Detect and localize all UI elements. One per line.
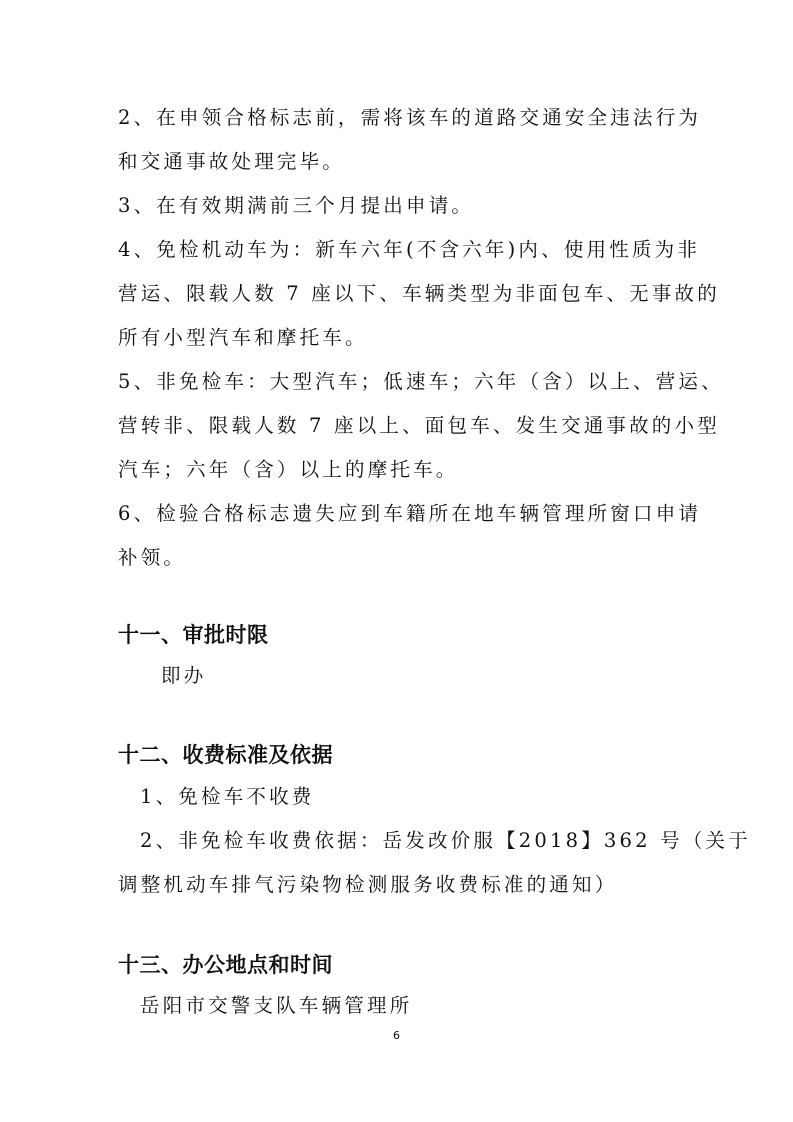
section-12-item-1: 1、免检车不收费: [140, 785, 315, 808]
item-6-line-2: 补领。: [118, 546, 187, 569]
item-4-line-3: 所有小型汽车和摩托车。: [118, 326, 368, 349]
item-2-line-1: 2、在申领合格标志前，需将该车的道路交通安全违法行为: [118, 106, 702, 129]
item-6-line-1: 6、检验合格标志遗失应到车籍所在地车辆管理所窗口申请: [118, 502, 702, 525]
item-5-line-1: 5、非免检车：大型汽车；低速车；六年（含）以上、营运、: [118, 370, 724, 393]
item-3-line-1: 3、在有效期满前三个月提出申请。: [118, 194, 475, 217]
item-5-line-3: 汽车；六年（含）以上的摩托车。: [118, 458, 459, 481]
section-12-item-2-line-1: 2、非免检车收费依据：岳发改价服【2018】362 号（关于: [140, 829, 751, 852]
section-11-content: 即办: [161, 664, 207, 687]
section-13-heading: 十三、办公地点和时间: [118, 953, 333, 977]
page-number: 6: [393, 1029, 400, 1042]
section-12-item-2-line-2: 调整机动车排气污染物检测服务收费标准的通知）: [118, 873, 618, 896]
section-12-heading: 十二、收费标准及依据: [118, 743, 333, 767]
item-4-line-1: 4、免检机动车为：新车六年(不含六年)内、使用性质为非: [118, 238, 701, 261]
section-13-content: 岳阳市交警支队车辆管理所: [140, 994, 413, 1017]
item-5-line-2: 营转非、限载人数 7 座以上、面包车、发生交通事故的小型: [118, 414, 720, 437]
item-2-line-2: 和交通事故处理完毕。: [118, 150, 346, 173]
section-11-heading: 十一、审批时限: [118, 623, 269, 647]
item-4-line-2: 营运、限载人数 7 座以下、车辆类型为非面包车、无事故的: [118, 282, 720, 305]
